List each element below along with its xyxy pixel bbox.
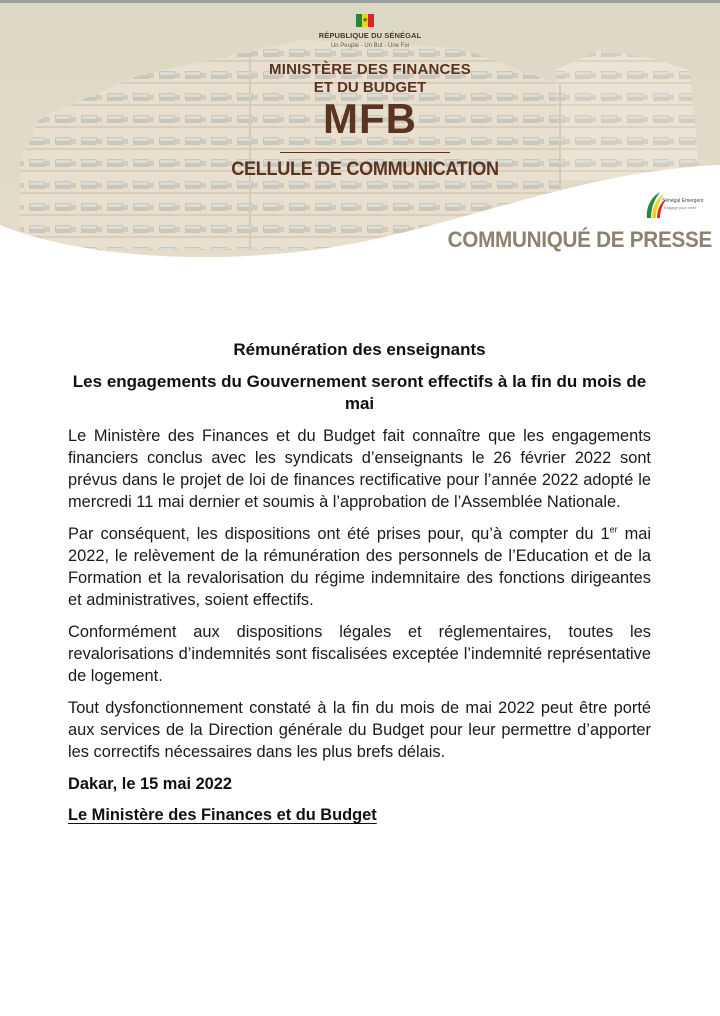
- emergent-label: Sénégal Emergent: [662, 198, 704, 204]
- document-subtitle: Les engagements du Gouvernement seront effectifs à la fin du mois de mai: [72, 372, 647, 413]
- top-border: [0, 0, 720, 3]
- paragraph-3: Conformément aux dispositions légales et réglementaires, toutes les revalorisations d’indemnités sont fiscalisées exceptée l’indemnité représentative de logement.: [68, 623, 651, 685]
- senegal-emergent-logo: [644, 190, 714, 220]
- document-title: Rémunération des enseignants: [233, 340, 486, 359]
- emergent-tagline: Engagé pour vivre: [664, 205, 697, 210]
- paragraph-2: [68, 523, 651, 611]
- place-and-date: Dakar, le 15 mai 2022: [68, 775, 233, 793]
- press-release-body: [68, 339, 651, 826]
- ministry-acronym: MFB: [323, 95, 417, 142]
- emergent-swoosh-icon: [644, 190, 666, 220]
- paragraph-2-end: mai 2022, le relèvement de la rémunération des personnels de l’Education et de la Formation et la revalorisation du régime indemnitaire des fonctions dirigeantes et administratives, soient effectifs.: [68, 525, 651, 609]
- national-motto: Un Peuple - Un But - Une Foi: [330, 43, 410, 49]
- paragraph-1: Le Ministère des Finances et du Budget fait connaître que les engagements financiers conclus avec les syndicats d’enseignants le 26 février 2022 sont prévus dans le projet de loi de finances rectificative pour l’année 2022 adopté le mercredi 11 mai dernier et soumis à l’approbation de l’Assemblée Nationale.: [68, 427, 651, 511]
- republic-label: RÉPUBLIQUE DU SÉNÉGAL: [318, 31, 422, 40]
- communication-unit: CELLULE DE COMMUNICATION: [231, 159, 499, 180]
- ordinal-suffix: er: [609, 524, 618, 535]
- paragraph-4: Tout dysfonctionnement constaté à la fin du mois de mai 2022 peut être porté aux services de la Direction générale du Budget pour leur permettre d’apporter les correctifs nécessaires dans les plus brefs délais.: [68, 699, 651, 761]
- document-type-title: COMMUNIQUÉ DE PRESSE: [447, 227, 712, 252]
- senegal-flag-icon: ★: [356, 14, 374, 27]
- paragraph-2-start: Par conséquent, les dispositions ont été prises pour, qu’à compter du 1: [68, 525, 610, 543]
- ministry-name-line1: MINISTÈRE DES FINANCES: [269, 61, 471, 78]
- header-divider: [280, 152, 450, 153]
- press-release-banner: [0, 0, 720, 288]
- signature: Le Ministère des Finances et du Budget: [68, 806, 377, 824]
- ministry-name-line2: ET DU BUDGET: [313, 79, 427, 96]
